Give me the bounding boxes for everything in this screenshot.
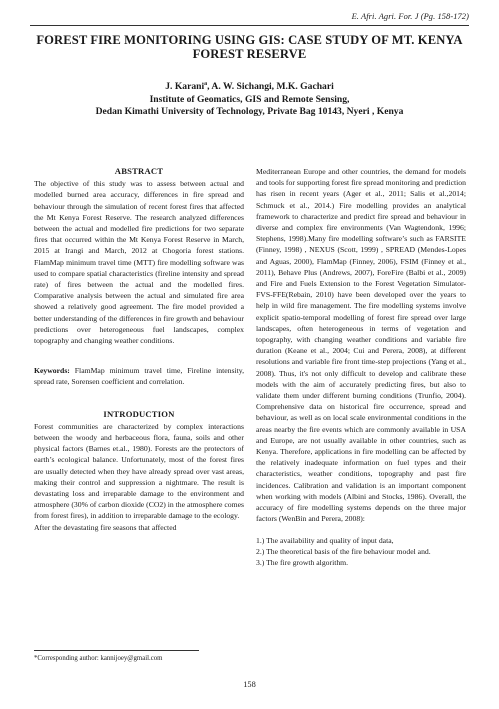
corresponding-author-footnote: *Corresponding author: kannijoey@gmail.com (34, 655, 163, 662)
factor-list (256, 535, 466, 569)
author-list (30, 78, 469, 94)
introduction-paragraph-1: Forest communities are characterized by complex interactions between the woody and herbaceous flora, fauna, soils and other physical factors (Barnes et.al., 1980). Forests are the protectors of earth’s ecological balance. Unfortunately, most of the forest fires are usually detected when they have already spread over vast areas, making their control and suppression a nightmare. The result is devastating loss and irreparable damage to the environment and atmosphere (30% of carbon dioxide (CO2) in the atmosphere comes from forest fires), in addition to irreparable damage to the ecology. (34, 421, 244, 521)
keywords (34, 365, 244, 387)
affiliation-line-2: Dedan Kimathi University of Technology, Private Bag 10143, Nyeri , Kenya (95, 106, 404, 118)
other-authors: , A. W. Sichangi, M.K. Gachari (207, 81, 334, 93)
introduction-heading: INTRODUCTION (103, 408, 175, 419)
introduction-paragraph-2: After the devastating fire seasons that affected (34, 522, 177, 532)
keywords-text: FlamMap minimum travel time, Fireline intensity, spread rate, Sorensen coefficient and correlation. (34, 366, 244, 387)
paper-title: FOREST FIRE MONITORING USING GIS: CASE STUDY OF MT. KENYA FOREST RESERVE (36, 33, 463, 61)
header-rule (30, 25, 469, 26)
footnote-rule (34, 650, 199, 651)
author-block (30, 78, 469, 119)
right-column (256, 166, 466, 568)
journal-header: E. Afri. Agri. For. J (Pg. 158-172) (351, 12, 469, 21)
first-author: J. Karani (165, 81, 205, 93)
author-superscript: a (204, 81, 208, 87)
affiliation-line-1: Institute of Geomatics, GIS and Remote Sensing, (149, 93, 350, 105)
abstract-text: The objective of this study was to assess between actual and modelled burned area accuracy, differences in fire spread and behaviour through the simulation of recent forest fires that affected the Mt Kenya Forest Reserve. The research analyzed differences between the actual and modelled fire predictions for two separate fires that occurred within the Mt Kenya Forest Reserve in March, 2015 at Irangi and March, 2012 at Chogoria forest stations. FlamMap minimum travel time (MTT) fire modelling software was used to compare spatial characteristics (fireline intensity and spread rate) of fires between the actual and the modelled fires. Comparative analysis between the actual and simulated fire area showed a relatively good agreement. The fire model provided a better understanding of the differences in fire growth and behaviour predictions over heterogeneous fuel landscapes, complex topography and changing weather conditions. (34, 179, 244, 346)
abstract-heading: ABSTRACT (114, 166, 164, 176)
list-item: 1.) The availability and quality of input data, (256, 535, 394, 545)
list-item: 3.) The fire growth algorithm. (256, 557, 349, 567)
right-column-text: Mediterranean Europe and other countries, the demand for models and tools for supporting forest fire spread monitoring and prediction has risen in recent years (Ager et al., 2011; Salis et al.,2014; Schmuck et al., 2014.) Fire modelling provides an analytical framework to characterize and predict fire spread and behaviour in diverse and complex fire environments (Van Wagtendonk, 1996; Stephens, 1998).Many fire modelling software’s such as FARSITE (Finney, 1998) , NEXUS (Scott, 1999) , SPREAD (Mendes-Lopes and Aguas, 2000), FlamMap (Finney, 2006), FSIM (Finney et al., 2011), Behave Plus (Andrews, 2007), ForeFire (Balbi et al., 2009) and Fire and Fuels Extension to the Forest Vegetation Simulator- FVS-FFE(Rebain, 2010) have been developed over the years to help in wild fire management. The fire modelling systems involve explicit spatio-temporal modelling of forest fire spread over large landscapes, often heterogeneous in terms of vegetation and topography, with changing weather conditions and variable fire duration (Keane et al., 2004; Cui and Perera, 2008), at different resolutions and variable fire front time-step projections (Yang et al., 2008). Thus, it's not only difficult to develop and calibrate these models with the aim of accurately predicting fires, but also to validate them under different burning conditions (Trunfio, 2004). Comprehensive data on historical fire occurrence, spread and behaviour, as well as on local scale environmental conditions in the areas nearby the fire events which are commonly available in USA and Europe, are not usually available in other countries, such as Kenya. Therefore, applications in fire modelling can be affected by the relatively inadequate information on fuel types and their characteristics, weather conditions, topography and past fire incidences. Calibration and validation is an important component when working with models (Albini and Stocks, 1986). Overall, the accuracy of fire modelling systems depends on the three major factors (WenBin and Perera, 2008): (256, 167, 466, 524)
keywords-label: Keywords: (34, 366, 70, 376)
list-item: 2.) The theoretical basis of the fire behaviour model and. (256, 546, 431, 556)
left-column (34, 166, 244, 533)
page-number: 158 (243, 680, 256, 689)
